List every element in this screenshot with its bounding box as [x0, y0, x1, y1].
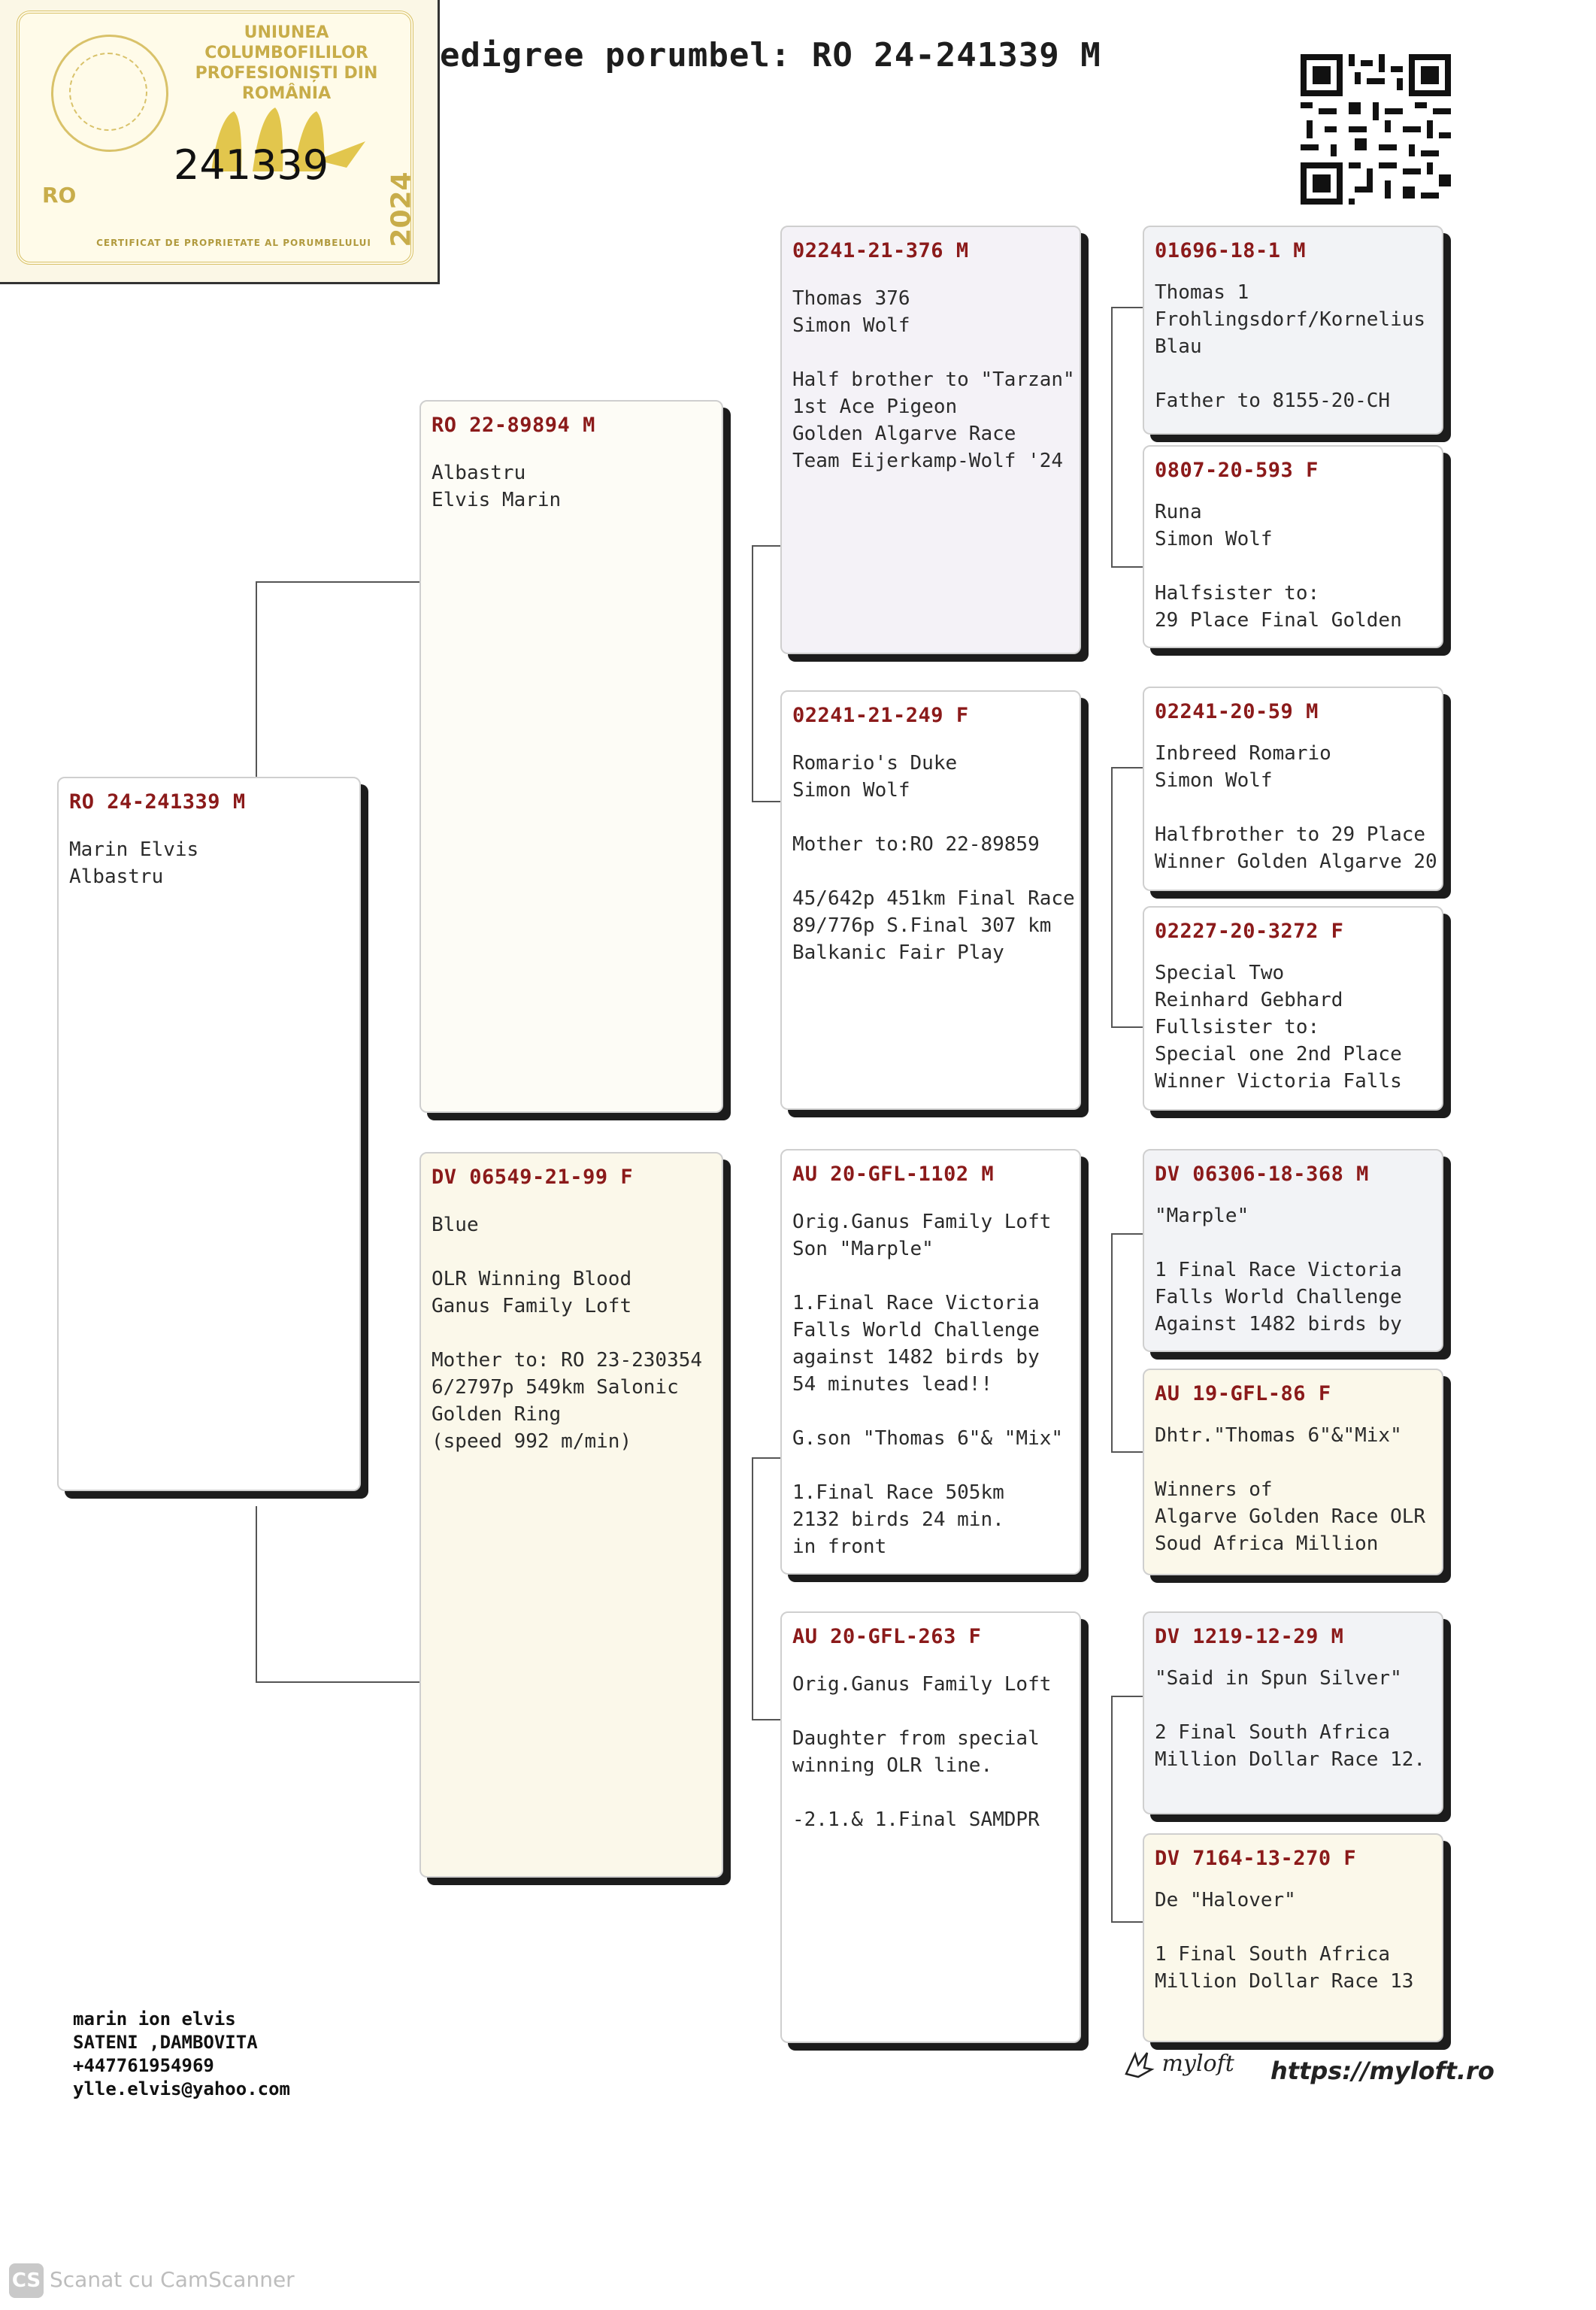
ring-number: AU 20-GFL-263 F [792, 1625, 982, 1648]
pigeon-card-mm-mother[interactable] [1143, 1833, 1443, 2042]
union-seal-inner [69, 53, 147, 131]
pigeon-card-paternal-grandfather[interactable] [780, 226, 1081, 654]
ring-number: 02241-20-59 M [1155, 700, 1319, 723]
pigeon-card-fm-father[interactable] [1143, 687, 1443, 891]
connector-line [1111, 1696, 1113, 1921]
pigeon-details: Orig.Ganus Family Loft Daughter from special winning OLR line. -2.1.& 1.Final SAMDPR [792, 1673, 1052, 1831]
connector-line [752, 1457, 780, 1459]
connector-line [752, 545, 753, 801]
ring-number: RO 24-241339 M [69, 790, 246, 814]
page-title: edigree porumbel: RO 24-241339 M [440, 36, 1101, 74]
ownership-certificate [0, 0, 440, 284]
pigeon-card-paternal-grandmother[interactable] [780, 690, 1081, 1110]
ring-number: 01696-18-1 M [1155, 239, 1307, 262]
connector-line [1111, 1233, 1113, 1451]
breeder-contact [73, 2008, 290, 2101]
ring-number: 02241-21-249 F [792, 704, 969, 727]
ring-number: DV 06306-18-368 M [1155, 1163, 1369, 1186]
connector-line [256, 581, 257, 777]
breeder-phone[interactable]: +447761954969 [73, 2055, 214, 2076]
myloft-logo[interactable] [1122, 2048, 1234, 2081]
connector-line [1111, 1451, 1143, 1453]
pigeon-card-mf-mother[interactable] [1143, 1369, 1443, 1575]
pigeon-details: Romario's Duke Simon Wolf Mother to:RO 22-89859 45/642p 451km Final Race 89/776p S.Final 307 km Balkanic Fair Play [792, 752, 1075, 964]
pigeon-card-mm-father[interactable] [1143, 1611, 1443, 1814]
certificate-org-line2: PROFESIONIȘTI DIN ROMÂNIA [195, 64, 378, 103]
pigeon-details: Runa Simon Wolf Halfsister to: 29 Place Final Golden [1155, 501, 1402, 632]
ring-number: AU 20-GFL-1102 M [792, 1163, 995, 1186]
connector-line [1111, 307, 1143, 308]
connector-line [1111, 1026, 1143, 1028]
pigeon-details: Blue OLR Winning Blood Ganus Family Loft Mother to: RO 23-230354 6/2797p 549km Salonic Golden Ring (speed 992 m/min) [432, 1214, 703, 1453]
pigeon-details: Inbreed Romario Simon Wolf Halfbrother to 29 Place Winner Golden Algarve 20 [1155, 742, 1437, 873]
connector-line [752, 1719, 780, 1720]
pigeon-card-mother[interactable] [419, 1152, 723, 1878]
connector-line [1111, 1921, 1143, 1923]
pigeon-card-mf-father[interactable] [1143, 1149, 1443, 1352]
camscanner-text: Scanat cu CamScanner [50, 2267, 295, 2292]
connector-line [1111, 1233, 1143, 1235]
camscanner-watermark [9, 2263, 295, 2298]
camscanner-icon: CS [9, 2263, 44, 2298]
ring-number: DV 7164-13-270 F [1155, 1847, 1357, 1870]
pigeon-card-fm-mother[interactable] [1143, 906, 1443, 1111]
qr-code-icon[interactable] [1301, 54, 1451, 205]
myloft-link[interactable]: https://myloft.ro [1270, 2057, 1495, 2085]
pigeon-card-father[interactable] [419, 400, 723, 1113]
certificate-org-line1: UNIUNEA COLUMBOFILILOR [204, 23, 368, 62]
connector-line [1111, 1696, 1143, 1697]
connector-line [1111, 307, 1113, 566]
connector-line [256, 1506, 257, 1683]
pigeon-card-maternal-grandmother[interactable] [780, 1611, 1081, 2043]
certificate-year: 2024 [386, 171, 417, 247]
pigeon-details: Thomas 376 Simon Wolf Half brother to "Tarzan" 1st Ace Pigeon Golden Algarve Race Team Eijerkamp-Wolf '24 [792, 287, 1075, 472]
pigeon-card-ff-father[interactable] [1143, 226, 1443, 435]
connector-line [752, 1457, 753, 1719]
breeder-location: SATENI ,DAMBOVITA [73, 2032, 258, 2053]
pigeon-logo-icon [1122, 2048, 1155, 2081]
pigeon-card-ff-mother[interactable] [1143, 445, 1443, 648]
ring-number: DV 1219-12-29 M [1155, 1625, 1344, 1648]
myloft-logo-text: myloft [1161, 2051, 1234, 2077]
certificate-country: RO [42, 183, 77, 208]
connector-line [752, 545, 780, 547]
ring-number: 02227-20-3272 F [1155, 920, 1344, 943]
connector-line [752, 801, 780, 802]
pigeon-card-maternal-grandfather[interactable] [780, 1149, 1081, 1575]
connector-line [256, 1681, 419, 1683]
pigeon-card-subject[interactable] [57, 777, 361, 1491]
connector-line [1111, 767, 1113, 1026]
pigeon-details: "Marple" 1 Final Race Victoria Falls World Challenge Against 1482 birds by [1155, 1205, 1402, 1335]
ring-number: AU 19-GFL-86 F [1155, 1382, 1331, 1405]
connector-line [1111, 566, 1143, 568]
connector-line [256, 581, 419, 583]
breeder-name: marin ion elvis [73, 2008, 236, 2030]
pigeon-details: Marin Elvis Albastru [69, 838, 199, 888]
pigeon-details: Albastru Elvis Marin [432, 462, 562, 511]
connector-line [1111, 767, 1143, 768]
certificate-footer: CERTIFICAT DE PROPRIETATE AL PORUMBELULUI [96, 238, 371, 248]
breeder-email[interactable]: ylle.elvis@yahoo.com [73, 2078, 290, 2099]
ring-number: 0807-20-593 F [1155, 459, 1319, 482]
ring-number: RO 22-89894 M [432, 414, 595, 437]
pigeon-details: "Said in Spun Silver" 2 Final South Africa Million Dollar Race 12. [1155, 1667, 1426, 1771]
ring-number: DV 06549-21-99 F [432, 1166, 634, 1189]
certificate-frame [17, 11, 417, 265]
certificate-number: 241339 [174, 141, 329, 189]
pigeon-details: Special Two Reinhard Gebhard Fullsister to: Special one 2nd Place Winner Victoria Falls [1155, 962, 1402, 1093]
pigeon-details: Dhtr."Thomas 6"&"Mix" Winners of Algarve Golden Race OLR Soud Africa Million [1155, 1424, 1426, 1555]
pigeon-details: Orig.Ganus Family Loft Son "Marple" 1.Final Race Victoria Falls World Challenge against 1482 birds by 54 minutes lead!! G.son "Thomas 6"& "Mix" 1.Final Race 505km 2132 birds 24 min. in front [792, 1211, 1064, 1558]
pigeon-details: Thomas 1 Frohlingsdorf/Kornelius Blau Father to 8155-20-CH [1155, 281, 1426, 412]
pigeon-details: De "Halover" 1 Final South Africa Million Dollar Race 13 [1155, 1889, 1414, 1993]
ring-number: 02241-21-376 M [792, 239, 969, 262]
